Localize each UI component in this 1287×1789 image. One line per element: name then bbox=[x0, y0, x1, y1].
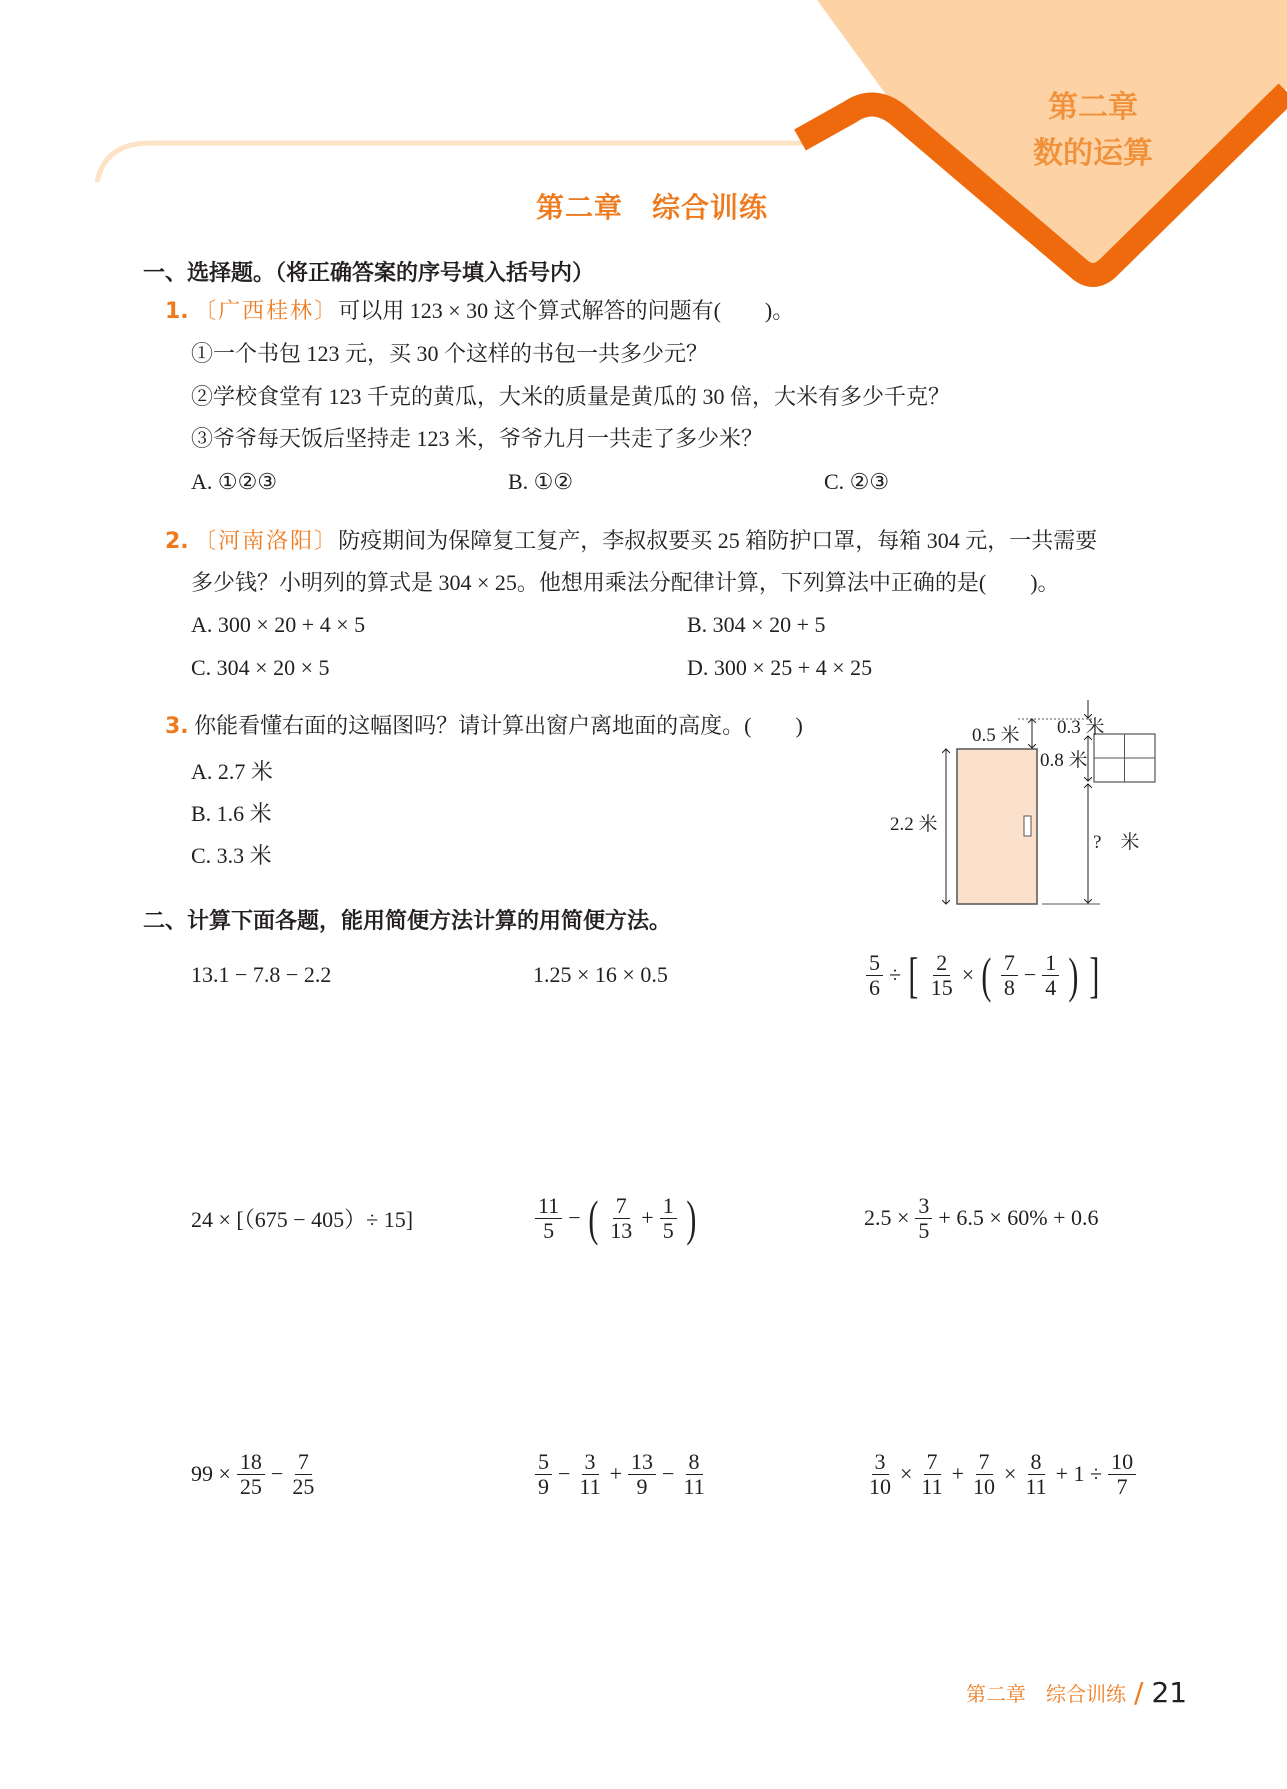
page-title: 第二章 综合训练 bbox=[536, 191, 769, 224]
expr-text: + bbox=[609, 1461, 623, 1486]
gap-label: 0.5 米 bbox=[972, 725, 1020, 746]
expr-text: + bbox=[951, 1461, 965, 1486]
q3-option-c: C. 3.3 米 bbox=[191, 843, 272, 868]
fraction bbox=[535, 1450, 552, 1499]
fraction bbox=[576, 1450, 603, 1499]
q1-option-b: B. ①② bbox=[508, 469, 574, 494]
question-source: 〔广西桂林〕 bbox=[194, 298, 339, 323]
bracket: [ bbox=[908, 947, 919, 1003]
fraction bbox=[607, 1194, 635, 1243]
q3-option-a: A. 2.7 米 bbox=[191, 759, 273, 784]
denominator: 25 bbox=[292, 1473, 315, 1499]
fraction bbox=[680, 1450, 707, 1499]
numerator: 8 bbox=[686, 1450, 703, 1475]
page-number: 21 bbox=[1151, 1676, 1188, 1709]
numerator: 3 bbox=[582, 1450, 599, 1475]
expr-text: − bbox=[558, 1461, 571, 1486]
door-label: 2.2 米 bbox=[890, 814, 938, 835]
denominator: 10 bbox=[869, 1473, 891, 1499]
numerator: 8 bbox=[1028, 1450, 1045, 1475]
expr-text: × bbox=[900, 1461, 913, 1486]
q1-item-2: ②学校食堂有 123 千克的黄瓜，大米的质量是黄瓜的 30 倍，大米有多少千克？ bbox=[191, 384, 951, 409]
numerator: 7 bbox=[924, 1450, 941, 1475]
denominator: 11 bbox=[579, 1473, 601, 1499]
bracket: ) bbox=[686, 1190, 697, 1246]
expr-text: − bbox=[270, 1461, 284, 1486]
denominator: 5 bbox=[918, 1217, 930, 1243]
window-label: 0.8 米 bbox=[1040, 750, 1088, 771]
footer-separator: / bbox=[1134, 1676, 1144, 1709]
section1-heading: 一、选择题。（将正确答案的序号填入括号内） bbox=[143, 261, 595, 286]
q1-option-a: A. ①②③ bbox=[191, 469, 278, 494]
q2-option-b: B. 304 × 20 + 5 bbox=[687, 612, 826, 637]
fraction bbox=[535, 1194, 562, 1243]
fraction bbox=[1108, 1450, 1136, 1499]
chapter-label: 第二章 bbox=[1048, 90, 1138, 125]
expr-text: 13.1 − 7.8 − 2.2 bbox=[191, 962, 332, 987]
denominator: 8 bbox=[1003, 974, 1015, 1000]
numerator: 7 bbox=[1001, 951, 1018, 976]
fraction bbox=[866, 951, 883, 1000]
expr-text: × bbox=[961, 962, 975, 987]
question-text: 防疫期间为保障复工复产，李叔叔要买 25 箱防护口罩，每箱 304 元，一共需要 bbox=[338, 528, 1098, 553]
q2-option-c: C. 304 × 20 × 5 bbox=[191, 655, 330, 680]
top-label: 0.3 米 bbox=[1057, 717, 1105, 738]
fraction bbox=[915, 1194, 932, 1243]
denominator: 5 bbox=[543, 1217, 555, 1243]
denominator: 7 bbox=[1116, 1473, 1128, 1499]
denominator: 13 bbox=[610, 1217, 633, 1243]
fraction bbox=[1022, 1450, 1049, 1499]
q2-option-d: D. 300 × 25 + 4 × 25 bbox=[687, 655, 873, 680]
fraction bbox=[918, 1450, 945, 1499]
footer-label: 第二章 综合训练 bbox=[966, 1682, 1126, 1706]
expr-text: 1.25 × 16 × 0.5 bbox=[533, 962, 668, 987]
expr-text: − bbox=[662, 1461, 675, 1486]
q1-option-c: C. ②③ bbox=[824, 469, 890, 494]
question-text: 可以用 123 × 30 这个算式解答的问题有( )。 bbox=[338, 298, 795, 323]
expr-text: 2.5 × bbox=[864, 1205, 910, 1230]
q1-item-3: ③爷爷每天饭后坚持走 123 米，爷爷九月一共走了多少米？ bbox=[191, 426, 764, 451]
calc-expression bbox=[864, 1193, 1098, 1243]
numerator: 5 bbox=[535, 1450, 552, 1475]
fraction bbox=[866, 1450, 894, 1499]
calc-expression bbox=[533, 1449, 710, 1499]
numerator: 7 bbox=[295, 1450, 312, 1475]
expr-text: + 1 ÷ bbox=[1055, 1461, 1103, 1486]
q1-item-1: ①一个书包 123 元，买 30 个这样的书包一共多少元？ bbox=[191, 341, 709, 366]
bracket: ) bbox=[1068, 947, 1079, 1003]
q2-option-a: A. 300 × 20 + 4 × 5 bbox=[191, 612, 366, 637]
question-source: 〔河南洛阳〕 bbox=[194, 528, 339, 553]
numerator: 1 bbox=[660, 1194, 677, 1219]
denominator: 11 bbox=[683, 1473, 705, 1499]
numerator: 18 bbox=[237, 1450, 265, 1475]
denominator: 9 bbox=[636, 1473, 648, 1499]
numerator: 7 bbox=[613, 1194, 630, 1219]
question-number: 1. bbox=[165, 299, 189, 324]
expr-text: × bbox=[1004, 1461, 1017, 1486]
chapter-name: 数的运算 bbox=[1033, 136, 1153, 171]
unknown-label: ? 米 bbox=[1093, 832, 1140, 853]
denominator: 4 bbox=[1045, 974, 1057, 1000]
page-footer bbox=[966, 1676, 1187, 1709]
expr-text: + bbox=[641, 1205, 654, 1230]
question-number: 2. bbox=[165, 529, 189, 554]
expr-text: + 6.5 × 60% + 0.6 bbox=[938, 1205, 1099, 1230]
door-handle bbox=[1024, 816, 1031, 836]
denominator: 15 bbox=[930, 974, 953, 1000]
expr-text: − bbox=[1023, 962, 1037, 987]
numerator: 11 bbox=[535, 1194, 562, 1219]
denominator: 5 bbox=[662, 1217, 674, 1243]
bracket: ( bbox=[587, 1190, 598, 1246]
denominator: 25 bbox=[239, 1473, 262, 1499]
question-text: 你能看懂右面的这幅图吗？请计算出窗户离地面的高度。( ) bbox=[194, 713, 803, 738]
expr-text: 24 × [（675 − 405）÷ 15] bbox=[191, 1206, 414, 1232]
denominator: 6 bbox=[869, 974, 880, 1000]
fraction bbox=[628, 1450, 656, 1499]
fraction bbox=[970, 1450, 998, 1499]
calc-expression bbox=[864, 1449, 1138, 1499]
fraction bbox=[928, 951, 956, 1000]
numerator: 2 bbox=[933, 951, 950, 976]
fraction bbox=[289, 1450, 317, 1499]
fraction bbox=[237, 1450, 265, 1499]
numerator: 5 bbox=[866, 951, 883, 976]
numerator: 10 bbox=[1108, 1450, 1136, 1475]
question-number: 3. bbox=[165, 714, 189, 739]
numerator: 1 bbox=[1042, 951, 1059, 976]
expr-text: − bbox=[568, 1205, 581, 1230]
denominator: 9 bbox=[538, 1473, 549, 1499]
calc-expression bbox=[533, 950, 668, 1000]
window bbox=[1094, 734, 1155, 782]
denominator: 11 bbox=[1025, 1473, 1047, 1499]
question-2-line2: 多少钱？小明列的算式是 304 × 25。他想用乘法分配律计算，下列算法中正确的是( )。 bbox=[191, 570, 1060, 595]
denominator: 10 bbox=[973, 1473, 996, 1499]
expr-text: 99 × bbox=[191, 1461, 231, 1486]
fraction bbox=[660, 1194, 677, 1243]
calc-expression bbox=[191, 1193, 413, 1243]
calc-expression bbox=[191, 1449, 319, 1499]
numerator: 3 bbox=[872, 1450, 889, 1475]
expr-text: ÷ bbox=[889, 962, 902, 987]
numerator: 7 bbox=[976, 1450, 993, 1475]
numerator: 3 bbox=[915, 1194, 932, 1219]
calc-expression bbox=[864, 947, 1103, 1003]
q3-option-b: B. 1.6 米 bbox=[191, 801, 272, 826]
denominator: 11 bbox=[921, 1473, 943, 1499]
bracket: ( bbox=[981, 947, 992, 1003]
section2-heading: 二、计算下面各题，能用简便方法计算的用简便方法。 bbox=[143, 909, 672, 934]
fraction bbox=[1001, 951, 1018, 1000]
calc-expression bbox=[191, 950, 331, 1000]
calc-expression bbox=[533, 1190, 699, 1246]
fraction bbox=[1042, 951, 1059, 1000]
bracket: ] bbox=[1089, 947, 1100, 1003]
numerator: 13 bbox=[628, 1450, 656, 1475]
